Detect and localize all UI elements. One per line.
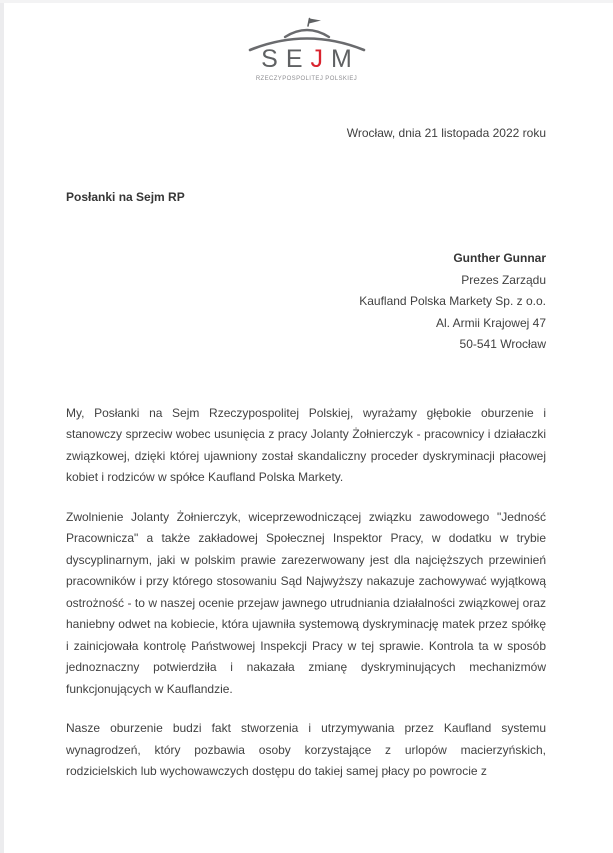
recipient-company: Kaufland Polska Markety Sp. z o.o. xyxy=(359,294,546,308)
paragraph-3: Nasze oburzenie budzi fakt stworzenia i utrzymywania przez Kaufland systemu wynagrodzeń, który pozbawia osoby korzystające z urlopów macierzyńskich, rodzicielskich lub wychowawczych dostępu do takiej samej płacy po powrocie z xyxy=(66,721,546,778)
recipient-street: Al. Armii Krajowej 47 xyxy=(435,315,546,330)
dateline: Wrocław, dnia 21 listopada 2022 roku xyxy=(346,126,546,140)
paragraph-2: Zwolnienie Jolanty Żołnierczyk, wiceprzewodniczącej związku zawodowego "Jedność Pracownicza" a także zakładowej Społecznej Inspektor Pracy, w dodatku w trybie dyscyplinarnym, jaki w polskim prawie zarezerwowany jest dla najcięższych przewinień pracowników i przy którego stosowaniu Sąd Najwyższy nakazuje zachowywać wyjątkową ostrożność - to w naszej ocenie przejaw jawnego utrudniania działalności związkowej oraz haniebny odwet na kobiecie, która ujawniła systemową dyskryminację matek przez spółkę i zainicjowała kontrolę Państwowej Inspekcji Pracy w tej sprawie. Kontrola ta w sposób jednoznaczny potwierdziła i nakazała zmianę dyskryminujących mechanizmów funkcjonujących w Kauflandzie. xyxy=(66,509,546,696)
logo-title xyxy=(237,46,377,72)
recipient-city: 50-541 Wrocław xyxy=(459,337,546,351)
paragraph-1: My, Posłanki na Sejm Rzeczypospolitej Polskiej, wyrażamy głębokie oburzenie i stanowczy sprzeciw wobec usunięcia z pracy Jolanty Żołnierczyk - pracownicy i działaczki związkowej, dzięki której ujawniony został skandaliczny proceder dyskryminacji płacowej kobiet i rodziców w spółce Kaufland Polska Markety. xyxy=(66,405,546,484)
page-top-edge xyxy=(0,0,613,3)
letter-body xyxy=(0,403,613,783)
logo-title-j: J xyxy=(310,45,332,73)
logo-title-m: M xyxy=(331,45,360,73)
logo-title-se: SE xyxy=(261,45,311,73)
sender-heading: Posłanki na Sejm RP xyxy=(66,190,185,204)
logo-subtitle: RZECZYPOSPOLITEJ POLSKIEJ xyxy=(255,76,358,82)
recipient-block xyxy=(0,248,613,356)
sejm-logo xyxy=(237,16,377,84)
recipient-title: Prezes Zarządu xyxy=(461,272,546,287)
page-left-edge xyxy=(0,0,4,853)
recipient-name: Gunther Gunnar xyxy=(453,251,546,265)
